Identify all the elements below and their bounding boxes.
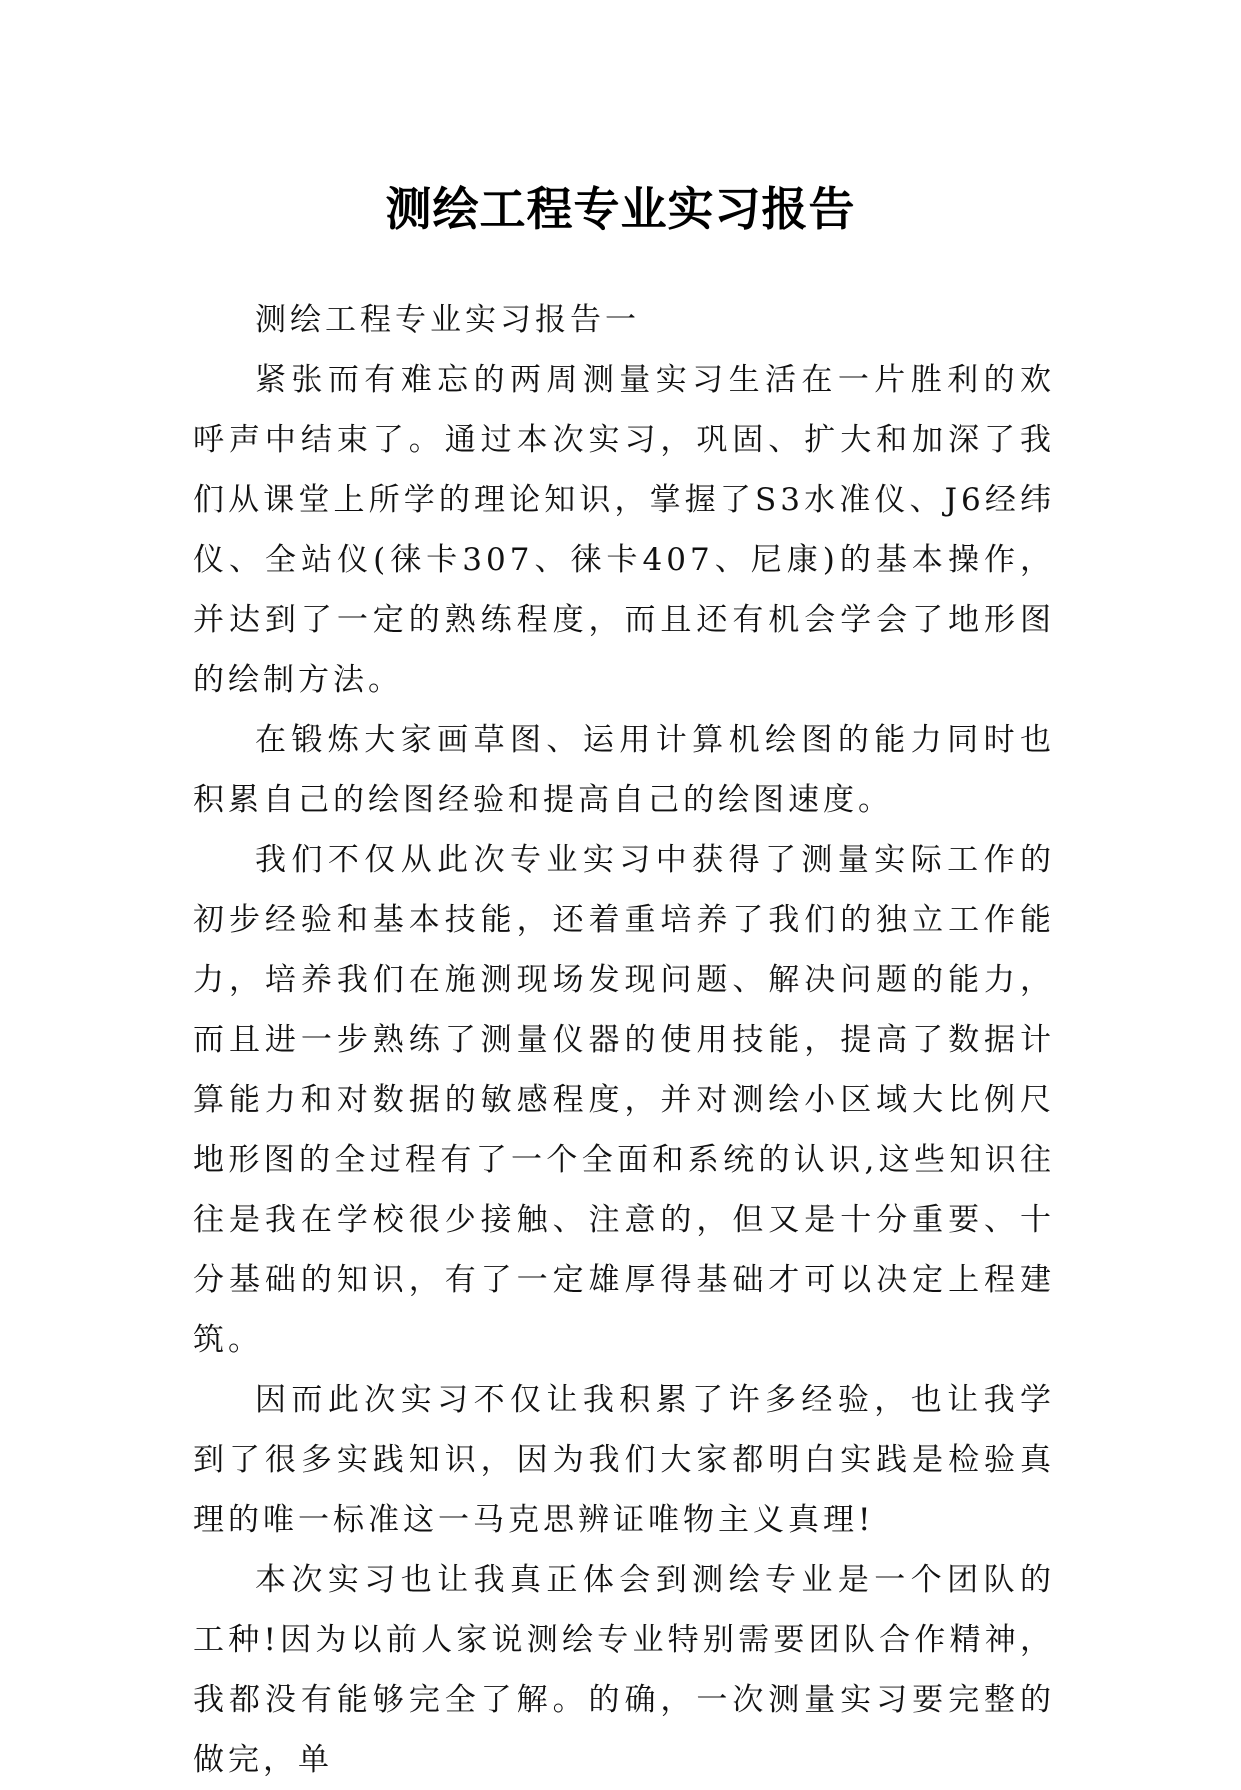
paragraph: 在锻炼大家画草图、运用计算机绘图的能力同时也积累自己的绘图经验和提高自己的绘图速度。 — [193, 722, 1055, 818]
paragraph: 因而此次实习不仅让我积累了许多经验，也让我学到了很多实践知识，因为我们大家都明白实践是检验真理的唯一标准这一马克思辨证唯物主义真理! — [193, 1382, 1055, 1538]
paragraph: 我们不仅从此次专业实习中获得了测量实际工作的初步经验和基本技能，还着重培养了我们的独立工作能力，培养我们在施测现场发现问题、解决问题的能力，而且进一步熟练了测量仪器的使用技能，提高了数据计算能力和对数据的敏感程度，并对测绘小区域大比例尺地形图的全过程有了一个全面和系统的认识,这些知识往往是我在学校很少接触、注意的，但又是十分重要、十分基础的知识，有了一定雄厚得基础才可以决定上程建筑。 — [193, 842, 1055, 1358]
document-title: 测绘工程专业实习报告 — [385, 181, 856, 236]
paragraph: 本次实习也让我真正体会到测绘专业是一个团队的工种!因为以前人家说测绘专业特别需要团队合作精神，我都没有能够完全了解。的确，一次测量实习要完整的做完，单 — [193, 1562, 1055, 1778]
document-body — [193, 290, 1055, 1790]
paragraph-heading: 测绘工程专业实习报告一 — [255, 302, 640, 338]
paragraph: 紧张而有难忘的两周测量实习生活在一片胜利的欢呼声中结束了。通过本次实习，巩固、扩大和加深了我们从课堂上所学的理论知识，掌握了S3水准仪、J6经纬仪、全站仪(徕卡307、徕卡407、尼康)的基本操作，并达到了一定的熟练程度，而且还有机会学会了地形图的绘制方法。 — [193, 362, 1055, 698]
